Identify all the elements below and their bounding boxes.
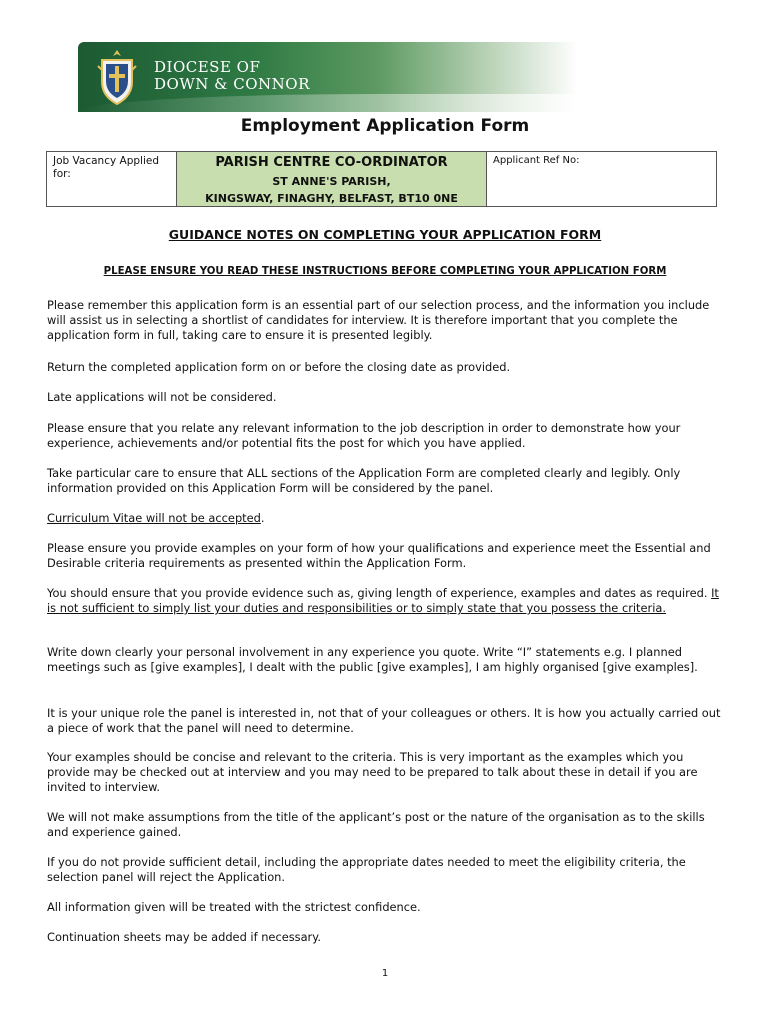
vacancy-address: KINGSWAY, FINAGHY, BELFAST, BT10 0NE [205, 192, 458, 205]
vacancy-parish: ST ANNE'S PARISH, [272, 175, 391, 188]
diocese-banner [78, 42, 578, 112]
logo-line-1: DIOCESE OF [154, 58, 261, 76]
paragraph-15: Continuation sheets may be added if necessary. [47, 930, 321, 944]
paragraph-8-underlined: It is not sufficient to simply list your duties and responsibilities or to simply state that you possess the criteria. [47, 586, 719, 616]
form-title: Employment Application Form [240, 116, 530, 136]
applicant-ref-label: Applicant Ref No: [493, 155, 580, 166]
paragraph-13: If you do not provide sufficient detail, including the appropriate dates needed to meet the eligibility criteria, the selection panel will reject the Application. [47, 855, 686, 885]
paragraph-4: Please ensure that you relate any relevant information to the job description in order to demonstrate how your experience, achievements and/or potential fits the post for which you have applied. [47, 421, 681, 451]
page-number: 1 [381, 968, 389, 979]
paragraph-11: Your examples should be concise and relevant to the criteria. This is very important as the examples which you provide may be checked out at interview and you may need to be prepared to talk about these in detail if you are invited to interview. [47, 750, 698, 795]
paragraph-1: Please remember this application form is an essential part of our selection process, and the information you include will assist us in selecting a shortlist of candidates for interview. It is therefore important that you complete the application form in full, taking care to ensure it is presented legibly. [47, 298, 710, 343]
vacancy-details-cell [177, 152, 487, 207]
vacancy-table [46, 151, 717, 207]
paragraph-8 [47, 586, 727, 616]
vacancy-label-cell [47, 152, 177, 207]
paragraph-6-end: . [260, 511, 265, 525]
logo-line-2: DOWN & CONNOR [154, 75, 310, 93]
paragraph-6 [47, 511, 727, 526]
paragraph-7: Please ensure you provide examples on your form of how your qualifications and experience meet the Essential and Desirable criteria requirements as presented within the Application Form. [47, 541, 711, 571]
paragraph-10: It is your unique role the panel is interested in, not that of your colleagues or others. It is how you actually carried out a piece of work that the panel will need to determine. [47, 706, 721, 736]
paragraph-8-start: You should ensure that you provide evidence such as, giving length of experience, examples and dates as required. [47, 586, 712, 600]
diocese-logo-text [154, 59, 310, 93]
instructions-heading: PLEASE ENSURE YOU READ THESE INSTRUCTIONS BEFORE COMPLETING YOUR APPLICATION FORM [103, 266, 667, 277]
paragraph-3: Late applications will not be considered. [47, 390, 277, 404]
vacancy-label: Job Vacancy Applied for: [53, 155, 159, 180]
applicant-ref-cell[interactable] [487, 152, 717, 207]
vacancy-position: PARISH CENTRE CO-ORDINATOR [215, 155, 448, 170]
paragraph-2: Return the completed application form on or before the closing date as provided. [47, 360, 511, 374]
paragraph-9: Write down clearly your personal involvement in any experience you quote. Write “I” statements e.g. I planned meetings such as [give examples], I dealt with the public [give examples], I am highly organised [give examples]. [47, 645, 698, 675]
paragraph-14: All information given will be treated with the strictest confidence. [47, 900, 421, 914]
paragraph-5: Take particular care to ensure that ALL sections of the Application Form are completed clearly and legibly. Only information provided on this Application Form will be considered by the panel. [47, 466, 681, 496]
paragraph-12: We will not make assumptions from the title of the applicant’s post or the nature of the organisation as to the skills and experience gained. [47, 810, 705, 840]
diocese-crest-logo [96, 48, 138, 106]
guidance-heading: GUIDANCE NOTES ON COMPLETING YOUR APPLICATION FORM [168, 227, 602, 242]
banner-swoosh [78, 94, 578, 112]
cv-not-accepted: Curriculum Vitae will not be accepted [47, 511, 261, 525]
